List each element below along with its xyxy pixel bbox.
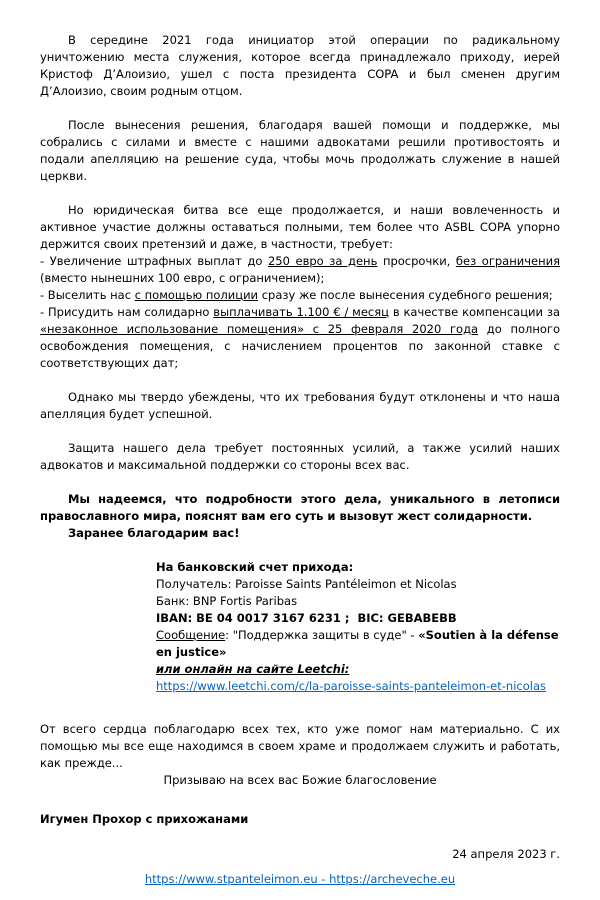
claim-item-penalties — [40, 253, 560, 287]
claim-item-compensation — [40, 304, 560, 372]
bank-name-line: Банк: BNP Fortis Paribas — [156, 594, 298, 608]
text-segment: - Присудить нам солидарно — [40, 305, 214, 319]
date-line: 24 апреля 2023 г. — [452, 847, 560, 861]
underlined-text: «незаконное использование помещения» с 25 февраля 2020 года — [40, 322, 479, 336]
text-segment: - Увеличение штрафных выплат до — [40, 254, 268, 268]
underlined-text: без ограничения — [455, 254, 560, 268]
underlined-text: 250 евро за день — [267, 254, 378, 268]
paragraph-appeal-filed: После вынесения решения, благодаря вашей помощи и поддержке, мы собрались с силами и вместе с нашими адвокатами решили противостоять и подали апелляцию на решение суда, чтобы мочь продолжать служение в нашей церкви. — [40, 118, 560, 183]
archeveche-site-link[interactable]: https://archeveche.eu — [329, 872, 456, 886]
text-segment: просрочки, — [377, 254, 456, 268]
leetchi-label: или онлайн на сайте Leetchi: — [156, 662, 350, 676]
paragraph-solidarity: Мы надеемся, что подробности этого дела, уникального в летописи православного мира, пояснят вам его суть и вызовут жест солидарности. — [40, 492, 560, 523]
text-segment: (вместо нынешних 100 евро, с ограничением); — [40, 271, 325, 285]
text-segment: сразу же после вынесения судебного решения; — [258, 288, 553, 302]
parish-site-link[interactable]: https://www.stpanteleimon.eu — [144, 872, 318, 886]
text-segment: до полного освобождения помещения, с начислением процентов по законной ставке с соответствующих дат; — [40, 322, 560, 370]
bank-title: На банковский счет прихода: — [156, 560, 354, 574]
leetchi-donation-link[interactable]: https://www.leetchi.com/c/la-paroisse-saints-panteleimon-et-nicolas — [156, 679, 546, 693]
paragraph-thank-you-advance: Заранее благодарим вас! — [68, 526, 240, 540]
bank-message-line — [156, 627, 560, 661]
text-segment: - Выселить нас — [40, 288, 135, 302]
text-segment: в качестве компенсации за — [389, 305, 561, 319]
underlined-text: с помощью полиции — [134, 288, 259, 302]
footer-links-separator: - — [317, 872, 330, 886]
signature-line: Игумен Прохор с прихожанами — [40, 812, 249, 826]
bank-iban-line: IBAN: BE 04 0017 3167 6231 ; BIC: GEBABEBB — [156, 611, 457, 625]
bank-recipient-line: Получатель: Paroisse Saints Pantéleimon et Nicolas — [156, 577, 457, 591]
message-label: Сообщение — [156, 628, 226, 642]
message-french-text: «Soutien à la défense en justice» — [156, 628, 559, 659]
blessing-line: Призываю на всех вас Божие благословение — [163, 773, 437, 787]
claim-item-eviction — [40, 287, 560, 304]
paragraph-conviction: Однако мы твердо убеждены, что их требования будут отклонены и что наша апелляция будет успешной. — [40, 390, 560, 421]
bank-details-block — [156, 559, 560, 695]
paragraph-legal-battle: Но юридическая битва все еще продолжается, и наши вовлеченность и активное участие должны оставаться полными, тем более что ASBL COPA упорно держится своих претензий и даже, в частности, требует: — [40, 203, 560, 251]
paragraph-gratitude: От всего сердца поблагодарю всех тех, кто уже помог нам материально. С их помощью мы все еще находимся в своем храме и продолжаем служить и работать, как прежде... — [40, 722, 560, 770]
message-text: : "Поддержка защиты в суде" - — [225, 628, 419, 642]
appeal-for-solidarity-block — [40, 491, 560, 542]
claims-block — [40, 202, 560, 372]
paragraph-effort-needed: Защита нашего дела требует постоянных усилий, а также усилий наших адвокатов и максимальной поддержки со стороны всех вас. — [40, 441, 560, 472]
footer-links — [40, 871, 560, 888]
paragraph-president-change: В середине 2021 года инициатор этой операции по радикальному уничтожению места служения, которое всегда принадлежало приходу, иерей Кристоф Д’Алоизио, ушел с поста президента COPA и был сменен другим Д’Алоизио, своим родным отцом. — [40, 33, 560, 98]
leetchi-link-line — [156, 678, 560, 695]
underlined-text: выплачивать 1.100 € / месяц — [213, 305, 389, 319]
